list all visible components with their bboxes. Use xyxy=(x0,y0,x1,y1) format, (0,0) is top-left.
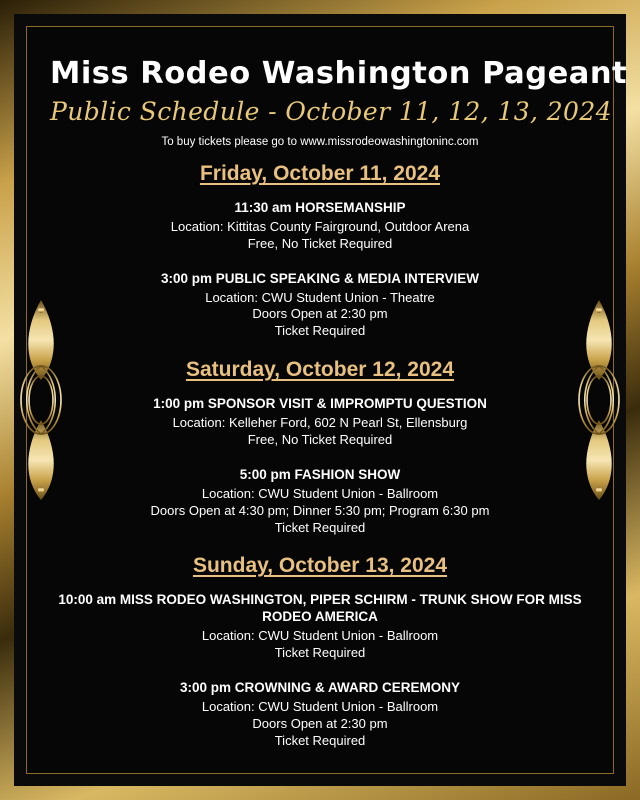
event-detail-line: Doors Open at 2:30 pm xyxy=(252,715,388,731)
event-detail-line: Ticket Required xyxy=(274,519,366,535)
event-item xyxy=(50,592,590,662)
event-item xyxy=(50,680,590,750)
event-detail-line: Location: Kittitas County Fairground, Outdoor Arena xyxy=(170,218,470,234)
poster-content xyxy=(50,56,628,767)
event-detail-line: Ticket Required xyxy=(274,323,366,339)
event-detail-line: Location: CWU Student Union - Ballroom xyxy=(201,485,439,501)
event-detail-line: Location: CWU Student Union - Ballroom xyxy=(201,698,439,714)
event-detail-line: Doors Open at 2:30 pm xyxy=(252,306,388,322)
day-heading-sunday: Sunday, October 13, 2024 xyxy=(192,554,448,578)
event-detail-line: Free, No Ticket Required xyxy=(247,235,393,251)
event-title: 11:30 am HORSEMANSHIP xyxy=(234,200,406,215)
event-detail-line: Location: CWU Student Union - Ballroom xyxy=(201,628,439,644)
event-title: 3:00 pm PUBLIC SPEAKING & MEDIA INTERVIEW xyxy=(160,270,480,286)
event-detail-line: Free, No Ticket Required xyxy=(247,431,393,447)
event-title: 3:00 pm CROWNING & AWARD CEREMONY xyxy=(179,679,461,695)
day-heading-saturday: Saturday, October 12, 2024 xyxy=(185,358,455,382)
event-detail-line: Ticket Required xyxy=(274,645,366,661)
event-item xyxy=(50,271,590,341)
event-item xyxy=(50,467,590,537)
page-title: Miss Rodeo Washington Pageant xyxy=(50,56,628,91)
day-heading-friday: Friday, October 11, 2024 xyxy=(199,162,441,185)
event-detail-line: Location: CWU Student Union - Theatre xyxy=(205,289,435,305)
event-detail-line: Doors Open at 4:30 pm; Dinner 5:30 pm; Program 6:30 pm xyxy=(150,502,490,518)
tickets-note: To buy tickets please go to www.missrodeowashingtoninc.com xyxy=(161,136,479,148)
event-item xyxy=(50,396,590,449)
event-detail-line: Ticket Required xyxy=(274,732,366,748)
event-detail-line: Location: Kelleher Ford, 602 N Pearl St, Ellensburg xyxy=(172,415,468,431)
event-title: 10:00 am MISS RODEO WASHINGTON, PIPER SCHIRM - TRUNK SHOW FOR MISS RODEO AMERICA xyxy=(58,592,582,625)
poster-subtitle: Public Schedule - October 11, 12, 13, 2024 xyxy=(50,97,612,126)
event-item xyxy=(50,200,590,253)
event-title: 5:00 pm FASHION SHOW xyxy=(239,466,401,482)
event-title: 1:00 pm SPONSOR VISIT & IMPROMPTU QUESTION xyxy=(153,396,487,412)
